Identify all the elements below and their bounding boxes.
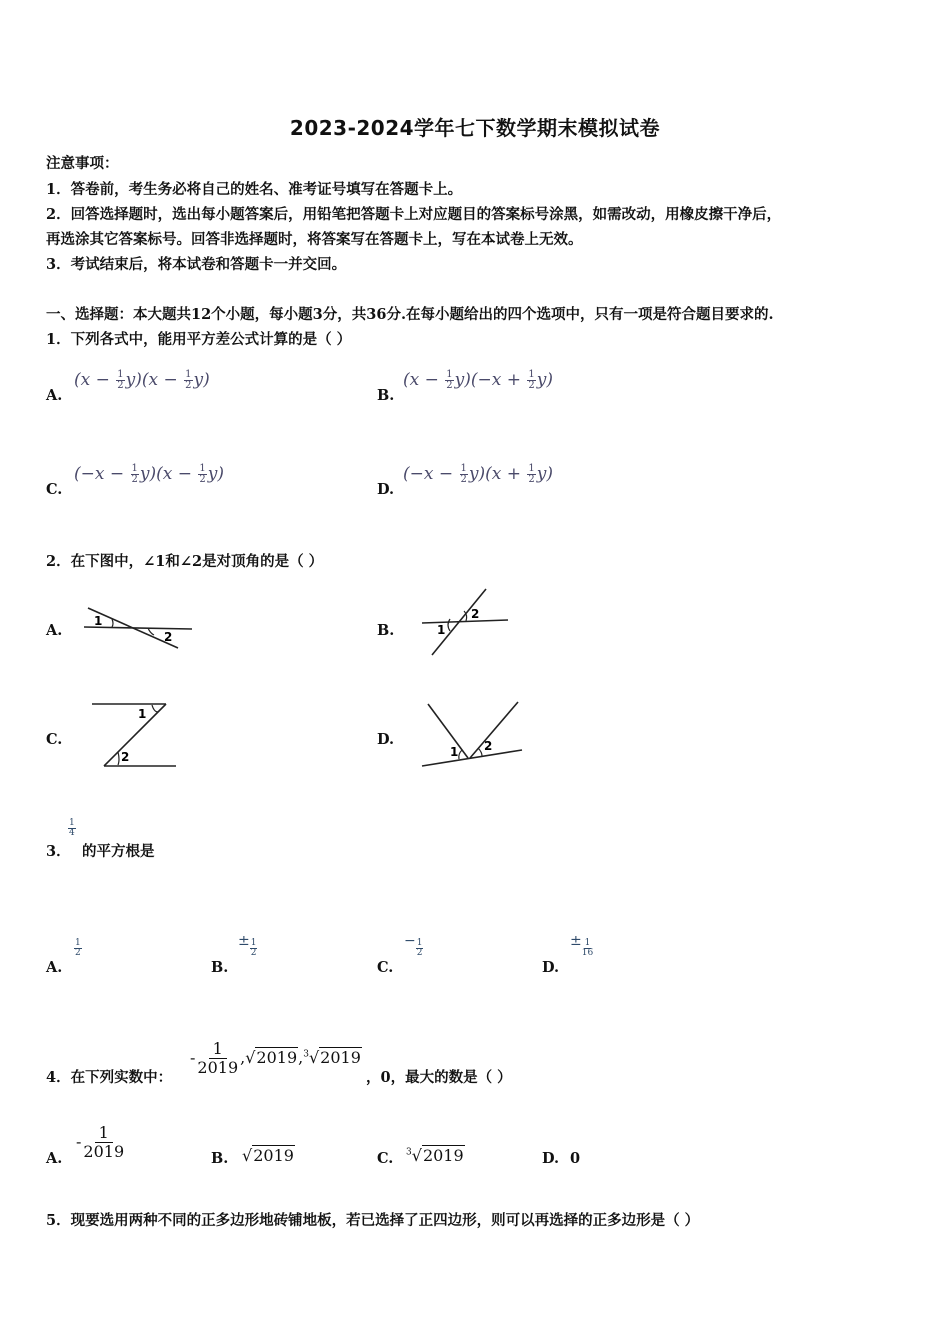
- notice-item: 再选涂其它答案标号。回答非选择题时，将答案写在答题卡上，写在本试卷上无效。: [46, 231, 583, 248]
- q2-figure-c: [88, 698, 183, 773]
- q4-stem-expr: - $\frac{1}{2019}$ ,√2019,$^3$√2019: [190, 1039, 361, 1077]
- q4-option-c-label: C.: [377, 1150, 394, 1167]
- q1-option-d-label: D.: [377, 481, 395, 498]
- q1-option-b-expr: (x − $\frac{1}{2}$ y)(−x + $\frac{1}{2}$ y): [403, 369, 554, 391]
- q4-option-b-label: B.: [211, 1150, 229, 1167]
- q2-option-d-label: D.: [377, 731, 395, 748]
- page-title: 2023-2024学年七下数学期末模拟试卷: [289, 116, 661, 140]
- notice-item: 2．回答选择题时，选出每小题答案后，用铅笔把答题卡上对应题目的答案标号涂黑，如需改动，用橡皮擦干净后，: [46, 206, 782, 223]
- question-3-stem: 的平方根是: [82, 843, 155, 860]
- q3-option-a-label: A.: [46, 959, 63, 976]
- notice-item: 1．答卷前，考生务必将自己的姓名、准考证号填写在答题卡上。: [46, 181, 463, 198]
- q2-figure-b: [418, 585, 513, 660]
- q4-option-a-label: A.: [46, 1150, 63, 1167]
- q2-option-a-label: A.: [46, 622, 63, 639]
- svg-text:2: 2: [484, 739, 493, 753]
- svg-text:1: 1: [437, 623, 446, 637]
- q3-option-d-expr: ± $\frac{1}{16}$: [570, 933, 594, 958]
- q4-option-b-expr: √2019: [242, 1146, 294, 1165]
- svg-text:1: 1: [450, 745, 459, 759]
- q1-option-b-label: B.: [377, 387, 395, 404]
- q3-option-b-label: B.: [211, 959, 229, 976]
- q4-option-c-expr: $^3$√2019: [406, 1146, 464, 1165]
- question-2-stem: 2．在下图中，∠1和∠2是对顶角的是（ ）: [46, 553, 324, 570]
- q3-option-b-expr: ± $\frac{1}{2}$: [238, 933, 257, 958]
- svg-text:1: 1: [138, 707, 147, 721]
- question-5-stem: 5．现要选用两种不同的正多边形地砖铺地板，若已选择了正四边形，则可以再选择的正多边形是（ ）: [46, 1212, 700, 1229]
- q4-option-d-value: 0: [570, 1150, 581, 1167]
- q1-option-c-label: C.: [46, 481, 63, 498]
- q2-option-c-label: C.: [46, 731, 63, 748]
- q1-option-d-expr: (−x − $\frac{1}{2}$ y)(x + $\frac{1}{2}$ y): [403, 463, 554, 485]
- svg-text:2: 2: [471, 607, 480, 621]
- notice-heading: 注意事项：: [46, 155, 119, 172]
- notice-item: 3．考试结束后，将本试卷和答题卡一并交回。: [46, 256, 347, 273]
- question-4-stem-end: ，0，最大的数是（ ）: [366, 1069, 512, 1086]
- svg-text:2: 2: [164, 630, 173, 644]
- q1-option-a-expr: (x − $\frac{1}{2}$ y)(x − $\frac{1}{2}$ y): [74, 369, 210, 391]
- q3-option-c-expr: − $\frac{1}{2}$: [404, 933, 423, 958]
- svg-text:2: 2: [121, 750, 130, 764]
- question-1-stem: 1．下列各式中，能用平方差公式计算的是（ ）: [46, 331, 352, 348]
- svg-text:1: 1: [94, 614, 103, 628]
- q2-figure-d: [418, 698, 528, 770]
- q3-option-c-label: C.: [377, 959, 394, 976]
- q3-option-a-expr: $\frac{1}{2}$: [75, 938, 81, 958]
- q4-option-d-label: D.: [542, 1150, 560, 1167]
- q3-stem-fraction: $\frac{1}{4}$: [69, 818, 75, 838]
- q3-option-d-label: D.: [542, 959, 560, 976]
- q1-option-a-label: A.: [46, 387, 63, 404]
- question-3-number: 3．: [46, 843, 71, 860]
- q4-option-a-expr: - $\frac{1}{2019}$: [76, 1123, 125, 1161]
- section-heading: 一、选择题：本大题共12个小题，每小题3分，共36分.在每小题给出的四个选项中，只有一项是符合题目要求的.: [46, 306, 774, 323]
- question-4-stem-start: 4．在下列实数中：: [46, 1069, 173, 1086]
- q2-option-b-label: B.: [377, 622, 395, 639]
- q1-option-c-expr: (−x − $\frac{1}{2}$ y)(x − $\frac{1}{2}$ y): [74, 463, 225, 485]
- q2-figure-a: [80, 600, 200, 655]
